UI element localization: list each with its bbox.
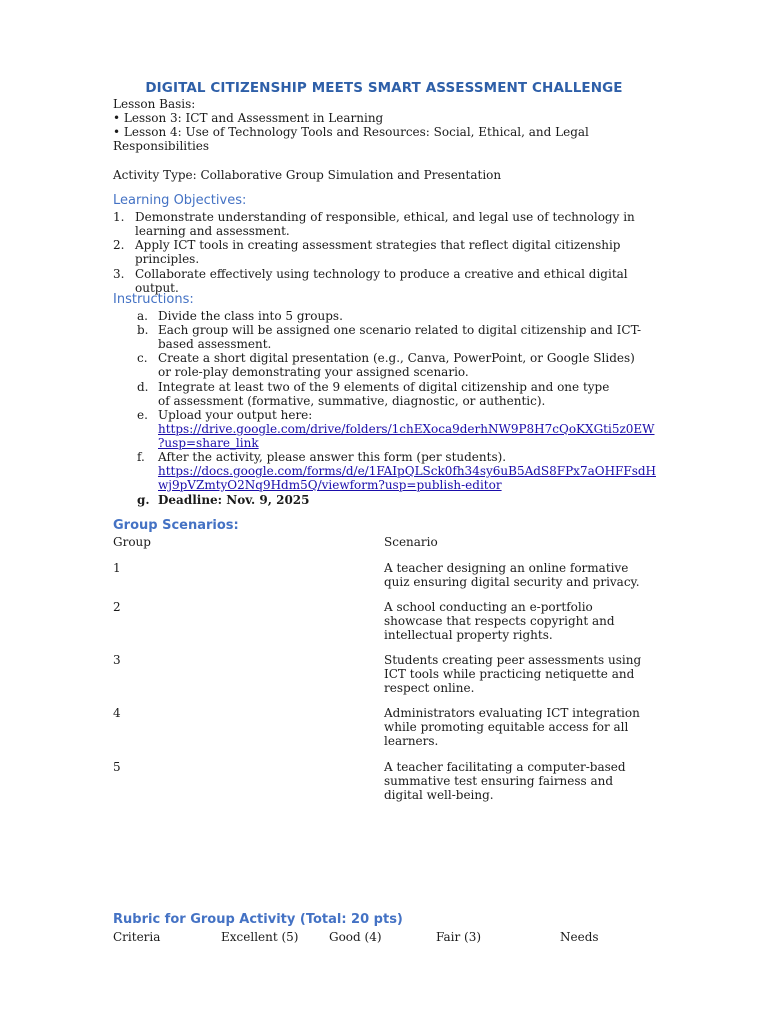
lesson-basis-label: Lesson Basis:	[113, 97, 196, 111]
rubric-heading: Rubric for Group Activity (Total: 20 pts)	[113, 912, 403, 927]
instruction-text: Integrate at least two of the 9 elements of digital citizenship and one type of assessment (formative, summative, diagnostic, or authentic).	[158, 380, 610, 408]
objective-text: Collaborate effectively using technology to produce a creative and ethical digital output.	[135, 267, 628, 295]
instruction-letter: a.	[137, 309, 148, 323]
scenario-col-scenario-header: Scenario	[384, 535, 438, 549]
rubric-col-criteria: Criteria	[113, 930, 161, 944]
scenario-text: A teacher facilitating a computer-based summative test ensuring fairness and digital well-being.	[384, 760, 626, 802]
instruction-letter: d.	[137, 380, 149, 394]
rubric-col-good: Good (4)	[329, 930, 382, 944]
scenarios-heading: Group Scenarios:	[113, 518, 239, 533]
scenario-group-number: 3	[113, 653, 121, 667]
instruction-letter: g.	[137, 493, 150, 507]
instruction-letter: f.	[137, 450, 145, 464]
instruction-text: Each group will be assigned one scenario related to digital citizenship and ICT-based assessment.	[158, 323, 642, 351]
objective-number: 1.	[113, 210, 125, 224]
scenario-text: Students creating peer assessments using ICT tools while practicing netiquette and respect online.	[384, 653, 642, 695]
instruction-text: Divide the class into 5 groups.	[158, 309, 343, 323]
upload-drive-link-line2[interactable]: ?usp=share_link	[158, 436, 259, 450]
objective-number: 2.	[113, 238, 125, 252]
document-title: DIGITAL CITIZENSHIP MEETS SMART ASSESSMENT CHALLENGE	[145, 80, 623, 96]
instruction-letter: b.	[137, 323, 149, 337]
objective-text: Apply ICT tools in creating assessment strategies that reflect digital citizenship principles.	[135, 238, 621, 266]
scenario-group-number: 5	[113, 760, 121, 774]
lesson-4-item-line1: • Lesson 4: Use of Technology Tools and Resources: Social, Ethical, and Legal	[113, 125, 589, 139]
rubric-col-fair: Fair (3)	[436, 930, 482, 944]
deadline-text: Deadline: Nov. 9, 2025	[158, 493, 310, 507]
scenario-group-number: 2	[113, 600, 121, 614]
rubric-col-needs: Needs	[560, 930, 599, 944]
feedback-form-link-line1[interactable]: https://docs.google.com/forms/d/e/1FAIpQLSck0fh34sy6uB5AdS8FPx7aOHFFsdH	[158, 464, 656, 478]
instruction-text: After the activity, please answer this form (per students).	[158, 450, 507, 464]
scenario-group-number: 4	[113, 706, 121, 720]
scenario-text: Administrators evaluating ICT integration while promoting equitable access for all learners.	[384, 706, 640, 748]
scenario-text: A school conducting an e-portfolio showcase that respects copyright and intellectual property rights.	[384, 600, 615, 642]
scenario-text: A teacher designing an online formative quiz ensuring digital security and privacy.	[384, 561, 640, 589]
instruction-letter: e.	[137, 408, 148, 422]
instruction-text: Create a short digital presentation (e.g., Canva, PowerPoint, or Google Slides) or role-play demonstrating your assigned scenario.	[158, 351, 635, 379]
activity-type: Activity Type: Collaborative Group Simulation and Presentation	[113, 168, 502, 182]
lesson-4-item-line2: Responsibilities	[113, 139, 210, 153]
rubric-col-excellent: Excellent (5)	[221, 930, 299, 944]
upload-drive-link-line1[interactable]: https://drive.google.com/drive/folders/1chEXoca9derhNW9P8H7cQoKXGti5z0EW	[158, 422, 655, 436]
objective-number: 3.	[113, 267, 125, 281]
scenario-col-group-header: Group	[113, 535, 151, 549]
instruction-text: Upload your output here:	[158, 408, 313, 422]
lesson-3-item: • Lesson 3: ICT and Assessment in Learning	[113, 111, 384, 125]
instruction-letter: c.	[137, 351, 148, 365]
instructions-heading: Instructions:	[113, 292, 194, 307]
feedback-form-link-line2[interactable]: wj9pVZmtyO2Nq9Hdm5Q/viewform?usp=publish-editor	[158, 478, 502, 492]
scenario-group-number: 1	[113, 561, 121, 575]
objective-text: Demonstrate understanding of responsible, ethical, and legal use of technology in learning and assessment.	[135, 210, 635, 238]
objectives-heading: Learning Objectives:	[113, 193, 247, 208]
